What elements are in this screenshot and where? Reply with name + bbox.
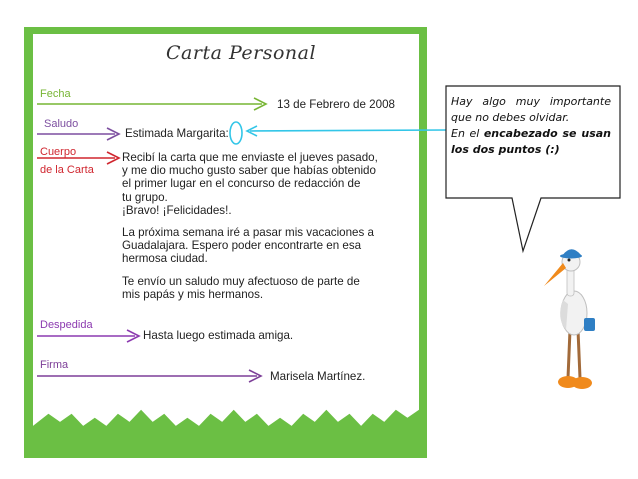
- label-cuerpo: [40, 146, 94, 177]
- letter-signature: Marisela Martínez.: [270, 370, 366, 383]
- label-cuerpo-line1: Cuerpo: [40, 146, 77, 158]
- label-despedida: Despedida: [40, 319, 93, 331]
- bubble-line-2-bold: encabezado se usan los dos puntos (:): [451, 127, 611, 156]
- body-paragraph-3: [122, 275, 378, 301]
- letter-greeting: Estimada Margarita:: [125, 127, 229, 140]
- body-line: y me dio mucho gusto saber que habías obtenido: [122, 164, 376, 178]
- label-cuerpo-line2: de la Carta: [40, 164, 94, 176]
- body-line: hermosa ciudad.: [122, 252, 208, 266]
- body-line: La próxima semana iré a pasar mis vacaciones a: [122, 226, 374, 240]
- connector-arrow: [250, 130, 447, 131]
- letter-title: Carta Personal: [166, 42, 317, 64]
- bubble-line-1: Hay algo muy importante que no debes olvidar.: [451, 95, 611, 124]
- body-line: el primer lugar en el concurso de redacción de: [122, 177, 361, 191]
- body-line: mis papás y mis hermanos.: [122, 287, 264, 301]
- body-line: Te envío un saludo muy afectuoso de parte de: [122, 274, 360, 288]
- bubble-line-2: [451, 126, 611, 158]
- bubble-line-2-prefix: En el: [451, 127, 484, 140]
- colon-highlight-ellipse: [230, 122, 242, 144]
- stork-mascot-icon: [544, 249, 595, 389]
- label-saludo: Saludo: [44, 118, 79, 130]
- letter-date: 13 de Febrero de 2008: [277, 98, 395, 111]
- speech-bubble-text: [451, 94, 611, 158]
- label-firma: Firma: [40, 359, 69, 371]
- body-paragraph-1: [122, 151, 378, 217]
- letter-body: [122, 151, 378, 301]
- body-line: ¡Bravo! ¡Felicidades!.: [122, 203, 232, 217]
- label-fecha: Fecha: [40, 88, 71, 100]
- body-line: tu grupo.: [122, 190, 168, 204]
- body-line: Guadalajara. Espero poder encontrarte en esa: [122, 239, 362, 253]
- body-line: Recibí la carta que me enviaste el jueves pasado,: [122, 151, 378, 164]
- letter-closing: Hasta luego estimada amiga.: [143, 329, 294, 342]
- body-paragraph-2: [122, 226, 378, 266]
